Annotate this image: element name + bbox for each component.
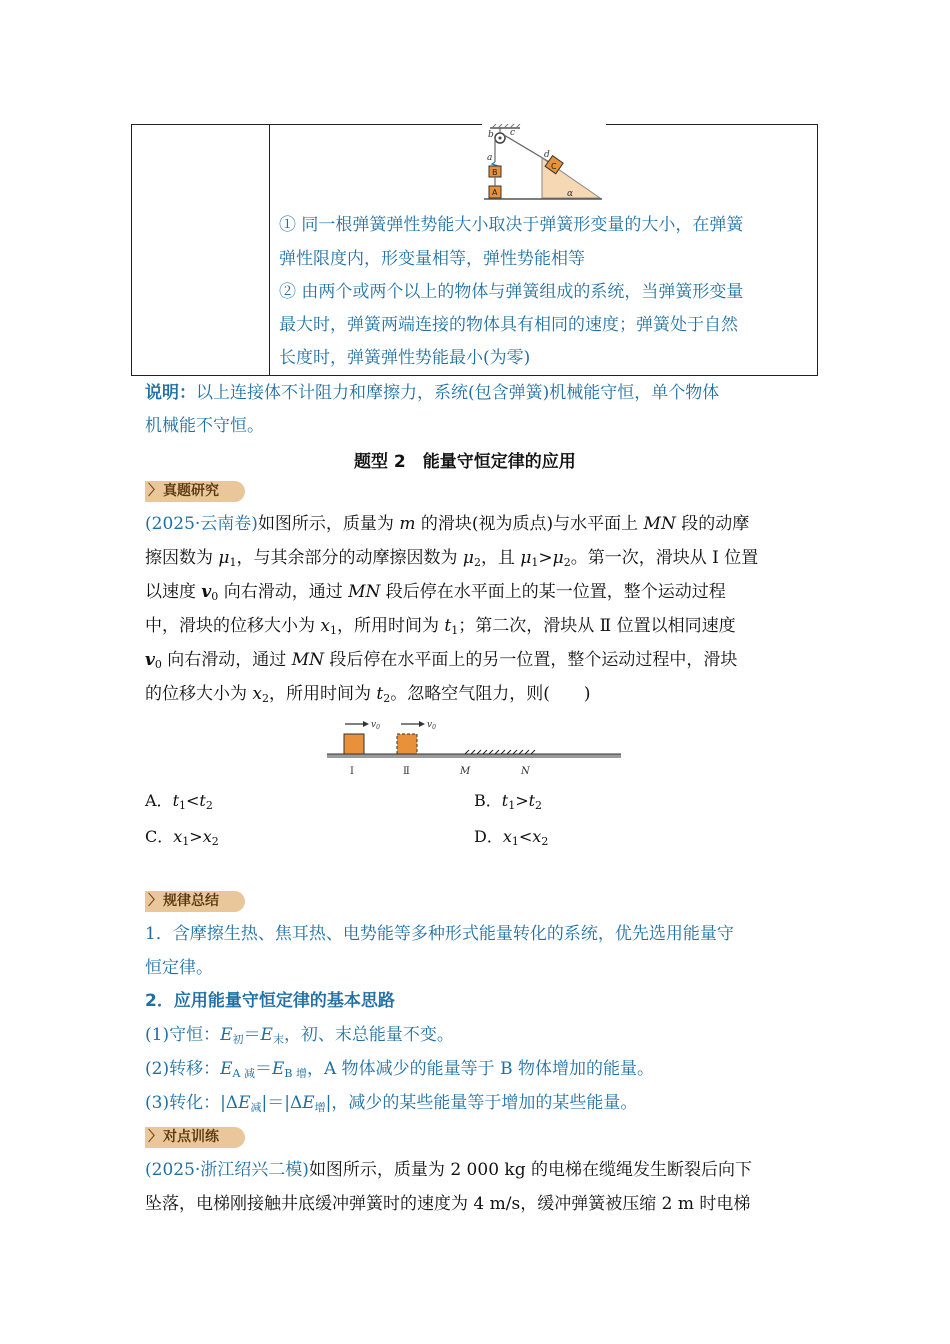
summary-p1-line-2: 恒定律。 bbox=[145, 958, 213, 978]
label-II: Ⅱ bbox=[403, 766, 410, 777]
block-position-1 bbox=[344, 734, 364, 754]
v0-label-2: $v_0$ bbox=[427, 720, 436, 731]
explanation-line-2: 机械能不守恒。 bbox=[145, 416, 264, 436]
table-note-1-line-1: ① 同一根弹簧弹性势能大小取决于弹簧形变量的大小，在弹簧 bbox=[279, 215, 744, 235]
label-d: d bbox=[544, 150, 550, 160]
q1-line-5: $v_0$ 向右滑动，通过 MN 段后停在水平面上的另一位置，整个运动过程中，滑块 bbox=[145, 650, 738, 671]
sliding-block-figure bbox=[325, 714, 625, 778]
badge-practice: 〉 对点训练 bbox=[145, 1127, 245, 1148]
label-c: c bbox=[510, 128, 516, 138]
table-note-2-line-2: 最大时，弹簧两端连接的物体具有相同的速度；弹簧处于自然 bbox=[279, 315, 738, 335]
q1-line-6: 的位移大小为 $x_2$，所用时间为 $t_2$。忽略空气阻力，则( ) bbox=[145, 684, 591, 705]
q1-line-2: 擦因数为 $\mu_1$，与其余部分的动摩擦因数为 $\mu_2$，且 $\mu_1>\mu_2$。第一次，滑块从 Ⅰ 位置 bbox=[145, 548, 759, 569]
chevron-icon: 〉 bbox=[148, 483, 162, 499]
chevron-icon: 〉 bbox=[148, 1129, 162, 1145]
table-divider bbox=[269, 125, 270, 375]
label-M: M bbox=[460, 766, 471, 777]
explanation-line-1: 说明：以上连接体不计阻力和摩擦力，系统(包含弹簧)机械能守恒，单个物体 bbox=[145, 383, 720, 403]
summary-p3: (1)守恒：$E_初=E_末$，初、末总能量不变。 bbox=[145, 1025, 454, 1046]
explanation-label: 说明： bbox=[145, 383, 196, 403]
q2-line-1: (2025·浙江绍兴二模)如图所示，质量为 2 000 kg 的电梯在缆绳发生断裂后向下 bbox=[145, 1160, 752, 1180]
q1-line-1: (2025·云南卷)如图所示，质量为 m 的滑块(视为质点)与水平面上 MN 段的动摩 bbox=[145, 514, 750, 534]
summary-p5: (3)转化：$|\Delta E_减|=|\Delta E_增|$，减少的某些能量等于增加的某些能量。 bbox=[145, 1093, 638, 1114]
label-block-b: B bbox=[492, 168, 498, 177]
label-I: Ⅰ bbox=[350, 766, 354, 777]
label-N: N bbox=[521, 766, 530, 777]
table-note-1-line-2: 弹性限度内，形变量相等，弹性势能相等 bbox=[279, 249, 585, 269]
badge-summary: 〉 规律总结 bbox=[145, 891, 245, 912]
q2-line-2: 坠落，电梯刚接触井底缓冲弹簧时的速度为 4 m/s，缓冲弹簧被压缩 2 m 时电梯 bbox=[145, 1194, 751, 1214]
label-block-c: C bbox=[551, 162, 557, 171]
label-a: a bbox=[487, 153, 493, 163]
option-b[interactable]: B．$t_1>t_2$ bbox=[474, 791, 543, 812]
label-alpha: α bbox=[567, 189, 574, 199]
summary-p1-line-1: 1．含摩擦生热、焦耳热、电势能等多种形式能量转化的系统，优先选用能量守 bbox=[145, 924, 734, 944]
q1-source: (2025·云南卷) bbox=[145, 514, 258, 534]
badge-real-exam: 〉 真题研究 bbox=[145, 481, 245, 502]
q1-line-4: 中，滑块的位移大小为 $x_1$，所用时间为 $t_1$；第二次，滑块从 Ⅱ 位置以相同速度 bbox=[145, 616, 736, 637]
table-note-2-line-3: 长度时，弹簧弹性势能最小(为零) bbox=[279, 348, 531, 368]
block-position-2 bbox=[397, 734, 417, 754]
table-note-2-line-1: ② 由两个或两个以上的物体与弹簧组成的系统，当弹簧形变量 bbox=[279, 282, 744, 302]
label-block-a: A bbox=[492, 188, 498, 197]
ground bbox=[327, 754, 621, 758]
q1-line-3: 以速度 $v_0$ 向右滑动，通过 MN 段后停在水平面上的某一位置，整个运动过程 bbox=[145, 582, 726, 603]
option-c[interactable]: C．$x_1>x_2$ bbox=[145, 827, 219, 848]
summary-p4: (2)转移：$E_{A 减}=E_{B 增}$，A 物体减少的能量等于 B 物体增加的能量。 bbox=[145, 1059, 654, 1080]
summary-p2: 2．应用能量守恒定律的基本思路 bbox=[145, 991, 395, 1011]
section-title: 题型 2 能量守恒定律的应用 bbox=[354, 452, 576, 472]
v0-label-1: $v_0$ bbox=[371, 720, 380, 731]
option-d[interactable]: D．$x_1<x_2$ bbox=[474, 827, 549, 848]
chevron-icon: 〉 bbox=[148, 893, 162, 909]
label-b: b bbox=[488, 130, 494, 140]
option-a[interactable]: A．$t_1<t_2$ bbox=[145, 791, 213, 812]
spring-pulley-figure bbox=[482, 124, 608, 202]
q2-source: (2025·浙江绍兴二模) bbox=[145, 1160, 309, 1180]
